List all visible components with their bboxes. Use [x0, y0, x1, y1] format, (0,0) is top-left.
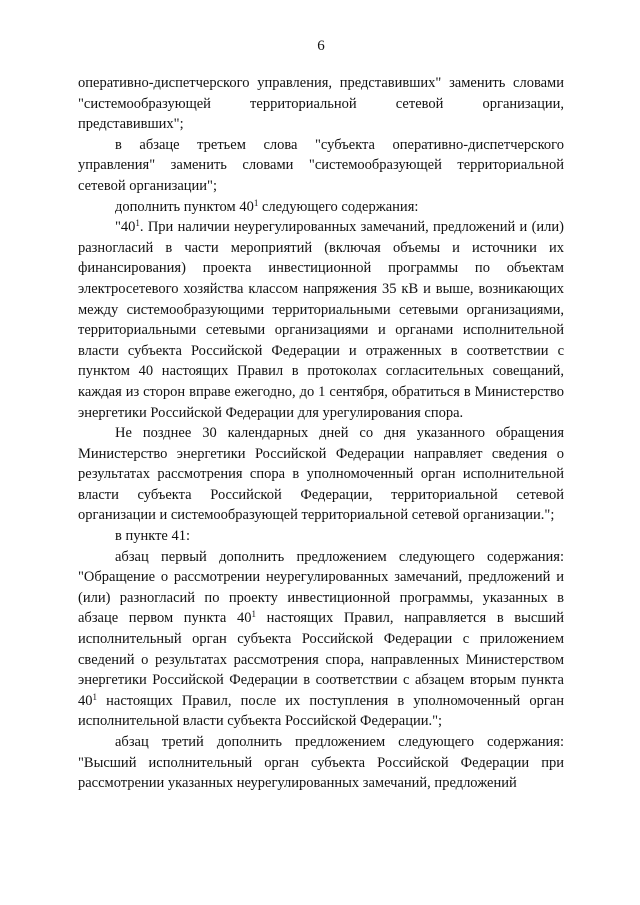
page-number: 6	[317, 38, 325, 54]
superscript: 1	[253, 197, 259, 208]
paragraph-7	[78, 547, 564, 732]
superscript: 1	[135, 218, 140, 229]
paragraph-6	[78, 526, 564, 547]
text-run: настоящих Правил, после их поступления в уполномоченный орган исполнительной власти субъекта Российской Федерации.";	[78, 692, 564, 730]
superscript: 1	[92, 691, 97, 702]
text-run: . При наличии неурегулированных замечаний, предложений и (или) разногласий в части мероприятий (включая объемы и источники их финансирования) проекта инвестиционной программы по объектам электросетевого хозяйства классом напряжения 35 кВ и выше, возникающих между системообразующими территориальными сетевыми организациями, территориальными сетевыми организациями и органами исполнительной власти субъекта Российской Федерации и отраженных в соответствии с пунктом 40 настоящих Правил в протоколах согласительных совещаний, каждая из сторон вправе ежегодно, до 1 сентября, обратиться в Министерство энергетики Российской Федерации для урегулирования спора.	[78, 219, 564, 421]
text-run: оперативно-диспетчерского управления, представивших" заменить словами "системообразующей территориальной сетевой организации, представивших";	[78, 75, 564, 133]
text-run: следующего содержания:	[258, 198, 419, 215]
text-run: в абзаце третьем слова "субъекта оперативно-диспетчерского управления" заменить словами "системообразующей территориальной сетевой организации";	[78, 136, 564, 194]
paragraph-2	[78, 135, 564, 197]
text-run: абзац третий дополнить предложением следующего содержания: "Высший исполнительный орган субъекта Российской Федерации при рассмотрении указанных неурегулированных замечаний, предложений	[78, 734, 564, 792]
paragraph-1	[78, 73, 564, 135]
superscript: 1	[251, 609, 256, 620]
text-run: в пункте 41:	[115, 528, 191, 545]
text-run: настоящих Правил, направляется в высший исполнительный орган субъекта Российской Федерации с приложением сведений о результатах рассмотрения спора, направленных Министерством энергетики Российской Федерации в соответствии с абзацем вторым пункта 40	[78, 610, 565, 709]
text-run: дополнить пунктом 40	[115, 198, 254, 215]
paragraph-4	[78, 217, 564, 423]
text-run: Не позднее 30 календарных дней со дня указанного обращения Министерство энергетики Российской Федерации направляет сведения о результатах рассмотрения спора в уполномоченный орган исполнительной власти субъекта Российской Федерации, территориальной сетевой организации и системообразующей территориальной сетевой организации.";	[78, 425, 564, 524]
document-body	[78, 73, 564, 794]
text-run: абзац первый дополнить предложением следующего содержания: "Обращение о рассмотрении неурегулированных замечаний, предложений и (или) разногласий по проекту инвестиционной программы, указанных в абзаце первом пункта 40	[78, 548, 564, 627]
text-run: "40	[115, 219, 136, 236]
paragraph-5	[78, 423, 564, 526]
document-page	[78, 36, 564, 794]
paragraph-3	[78, 197, 564, 218]
paragraph-8	[78, 732, 564, 794]
